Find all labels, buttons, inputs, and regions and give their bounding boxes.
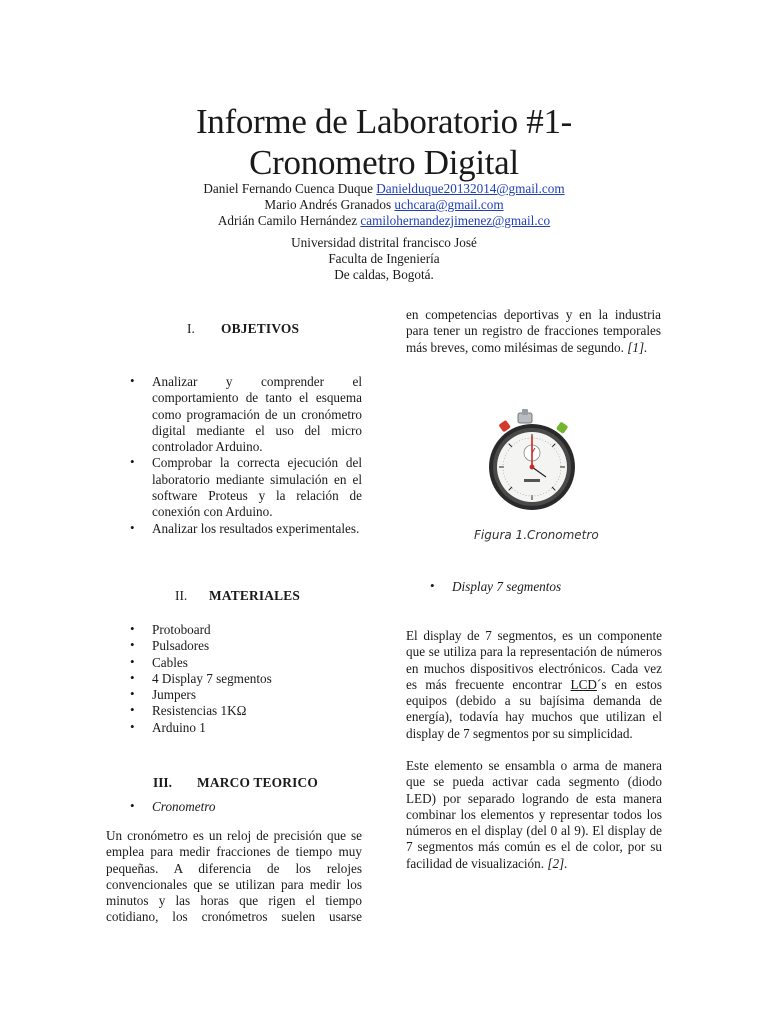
section-heading-objetivos [187, 321, 299, 337]
subsection-list [126, 799, 362, 815]
paragraph-cronometro: Un cronómetro es un reloj de precisión que se emplea para medir fracciones de tiempo muy pequeñas. A diferencia de los relojes convencionales que se utilizan para medir los minutos y las horas que rigen el tiempo cotidiano, los cronómetros suelen usarse [106, 828, 362, 925]
paragraph-display [406, 628, 662, 742]
section-number: II. [175, 588, 188, 603]
reference-2: [2]. [547, 855, 568, 871]
bullet-icon: • [130, 373, 135, 388]
list-item-text: Comprobar la correcta ejecución del laboratorio mediante simulación en el software Proteus y la relación de conexión con Arduino. [152, 455, 362, 520]
bullet-icon: • [130, 718, 135, 734]
figure-caption: Figura 1.Cronometro [474, 528, 599, 542]
list-item-text: Resistencias 1KΩ [152, 703, 247, 719]
author-email-link[interactable]: camilohernandezjimenez@gmail.co [360, 213, 551, 228]
subsection-title-cronometro: Cronometro [152, 799, 216, 814]
objectives-list [126, 374, 362, 537]
bullet-icon: • [130, 637, 135, 653]
list-item-text: Analizar los resultados experimentales. [152, 520, 360, 536]
section-heading-materiales [175, 588, 300, 604]
paragraph-text: en competencias deportivas y en la industria para tener un registro de fracciones temporales más breves, como milésimas de segundo. [406, 307, 661, 355]
paragraph-cronometro-cont [406, 307, 661, 356]
stopwatch-icon [482, 407, 582, 513]
affiliation-line: De caldas, Bogotá. [334, 267, 434, 282]
bullet-icon: • [130, 653, 135, 669]
bullet-icon: • [130, 686, 135, 702]
list-item-text: Protoboard [152, 622, 211, 637]
bullet-icon: • [130, 669, 135, 685]
list-item-text: Cables [152, 654, 188, 670]
section-title: MARCO TEORICO [197, 775, 319, 790]
list-item [126, 799, 362, 815]
list-item-text: Pulsadores [152, 638, 210, 654]
list-item [126, 638, 362, 654]
affiliation-line: Faculta de Ingeniería [328, 251, 440, 266]
author-line [0, 181, 768, 197]
paragraph-text: Este elemento se ensambla o arma de manera que se pueda activar cada segmento (diodo LED) por separado logrando de esta manera combinar los elementos y representar todos los números en el display (del 0 al 9). El display de 7 segmentos más común es el de color, por su facilidad de visualización. [406, 758, 662, 871]
section-heading-marco-teorico [153, 775, 318, 791]
section-number: III. [153, 775, 172, 790]
section-title: OBJETIVOS [221, 321, 300, 336]
author-name: Daniel Fernando Cuenca Duque [203, 181, 373, 196]
paper-title-line2: Cronometro Digital [249, 143, 519, 182]
bullet-icon: • [130, 621, 135, 636]
bullet-icon: • [130, 798, 135, 813]
list-item-text: Jumpers [152, 687, 196, 703]
subsection-list [426, 579, 662, 595]
list-item [426, 579, 662, 595]
bullet-icon: • [430, 578, 435, 593]
paragraph-display-2 [406, 758, 662, 872]
list-item-text: Arduino 1 [152, 719, 206, 735]
list-item [126, 655, 362, 671]
stopwatch-figure [482, 407, 582, 513]
affiliation-line: Universidad distrital francisco José [291, 235, 477, 250]
reference-1: [1]. [627, 339, 648, 355]
paper-title-line1: Informe de Laboratorio #1- [195, 102, 573, 141]
author-name: Mario Andrés Granados [264, 197, 392, 212]
author-email-link[interactable]: Danielduque20132014@gmail.com [376, 181, 565, 196]
list-item [126, 622, 362, 638]
author-name: Adrián Camilo Hernández [217, 213, 358, 228]
list-item [126, 374, 362, 455]
lcd-link[interactable]: LCD [570, 676, 597, 692]
list-item [126, 703, 362, 719]
list-item [126, 687, 362, 703]
section-number: I. [187, 321, 195, 336]
author-email-link[interactable]: uchcara@gmail.com [394, 197, 504, 212]
list-item [126, 521, 362, 537]
author-line [0, 197, 768, 213]
list-item [126, 671, 362, 687]
bullet-icon: • [130, 454, 135, 470]
bullet-icon: • [130, 519, 135, 535]
section-title: MATERIALES [209, 588, 301, 603]
list-item-text: Analizar y comprender el comportamiento de tanto el esquema como programación de un cronómetro digital mediante el uso del micro controlador Arduino. [152, 374, 362, 455]
author-line [0, 213, 768, 229]
paragraph-text: ´s en estos equipos (debido a su bajísima demanda de energía), todavía hay muchos que utilizan el display de 7 segmentos por su simplicidad. [406, 676, 662, 741]
materials-list [126, 622, 362, 736]
list-item [126, 455, 362, 520]
list-item [126, 720, 362, 736]
bullet-icon: • [130, 702, 135, 718]
list-item-text: 4 Display 7 segmentos [152, 670, 272, 686]
subsection-title-display: Display 7 segmentos [452, 579, 562, 594]
paragraph-text: El display de 7 segmentos, es un componente que se utiliza para la representación de números en muchos dispositivos electrónicos. Cada vez es más frecuente encontrar [406, 628, 662, 692]
